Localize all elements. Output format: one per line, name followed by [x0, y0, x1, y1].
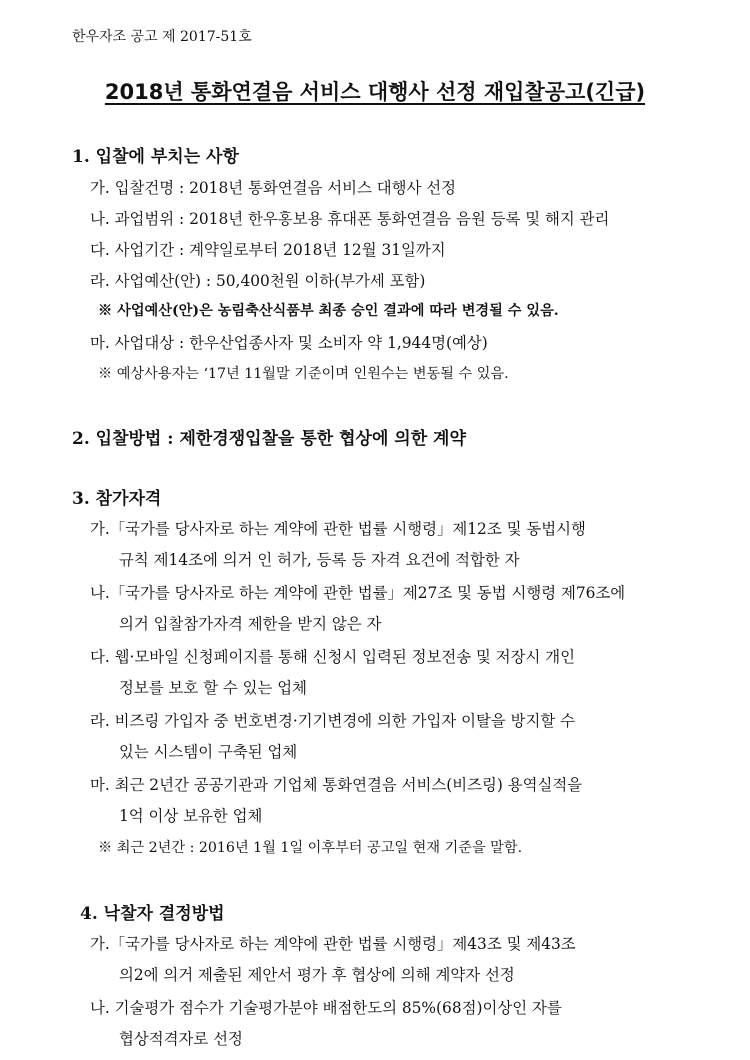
section3-line: 규칙 제14조에 의거 인 허가, 등록 등 자격 요건에 적합한 자 [119, 551, 520, 569]
section3-line: 나.「국가를 당사자로 하는 계약에 관한 법률」제27조 및 동법 시행령 제76조에 [90, 584, 626, 602]
section4-line: 나. 기술평가 점수가 기술평가분야 배점한도의 85%(68점)이상인 자를 [90, 999, 562, 1017]
section3-line: 마. 최근 2년간 공공기관과 기업체 통화연결음 서비스(비즈링) 용역실적을 [90, 776, 583, 794]
section3-line: 있는 시스템이 구축된 업체 [119, 743, 298, 761]
section4-heading: 4. 낙찰자 결정방법 [80, 904, 225, 924]
section4-line: 의2에 의거 제출된 제안서 평가 후 협상에 의해 계약자 선정 [119, 966, 515, 984]
section3-line: 의거 입찰참가자격 제한을 받지 않은 자 [119, 615, 382, 633]
section1-note-users: ※ 예상사용자는 ‘17년 11월말 기준이며 인원수는 변동될 수 있음. [98, 366, 509, 382]
section3-line: 다. 웹·모바일 신청페이지를 통해 신청시 입력된 정보전송 및 저장시 개인 [90, 648, 575, 666]
section2-heading: 2. 입찰방법 : 제한경쟁입찰을 통한 협상에 의한 계약 [72, 429, 466, 449]
document-number: 한우자조 공고 제 2017-51호 [72, 29, 252, 45]
section1-item-budget: 라. 사업예산(안) : 50,400천원 이하(부가세 포함) [90, 272, 426, 290]
page-title-text: 2018년 통화연결음 서비스 대행사 선정 재입찰공고(긴급) [104, 80, 646, 104]
section3-heading: 3. 참가자격 [72, 489, 162, 509]
section1-note-budget: ※ 사업예산(안)은 농림축산식품부 최종 승인 결과에 따라 변경될 수 있음. [98, 303, 559, 319]
section3-line: 정보를 보호 할 수 있는 업체 [119, 679, 308, 697]
page-title [0, 76, 750, 106]
section3-line: 가.「국가를 당사자로 하는 계약에 관한 법률 시행령」제12조 및 동법시행 [90, 520, 586, 538]
section1-item-title: 가. 입찰건명 : 2018년 통화연결음 서비스 대행사 선정 [90, 179, 456, 197]
section1-item-target: 마. 사업대상 : 한우산업종사자 및 소비자 약 1,944명(예상) [90, 334, 488, 352]
section4-line: 가.「국가를 당사자로 하는 계약에 관한 법률 시행령」제43조 및 제43조 [90, 935, 576, 953]
section4-line: 협상적격자로 선정 [119, 1030, 243, 1048]
section3-note: ※ 최근 2년간 : 2016년 1월 1일 이후부터 공고일 현재 기준을 말함. [98, 840, 523, 856]
section1-item-scope: 나. 과업범위 : 2018년 한우홍보용 휴대폰 통화연결음 음원 등록 및 해지 관리 [90, 210, 610, 228]
section1-item-period: 다. 사업기간 : 계약일로부터 2018년 12월 31일까지 [90, 241, 446, 259]
section3-line: 라. 비즈링 가입자 중 번호변경·기기변경에 의한 가입자 이탈을 방지할 수 [90, 712, 575, 730]
section3-line: 1억 이상 보유한 업체 [119, 807, 263, 825]
section1-heading: 1. 입찰에 부치는 사항 [72, 147, 239, 167]
